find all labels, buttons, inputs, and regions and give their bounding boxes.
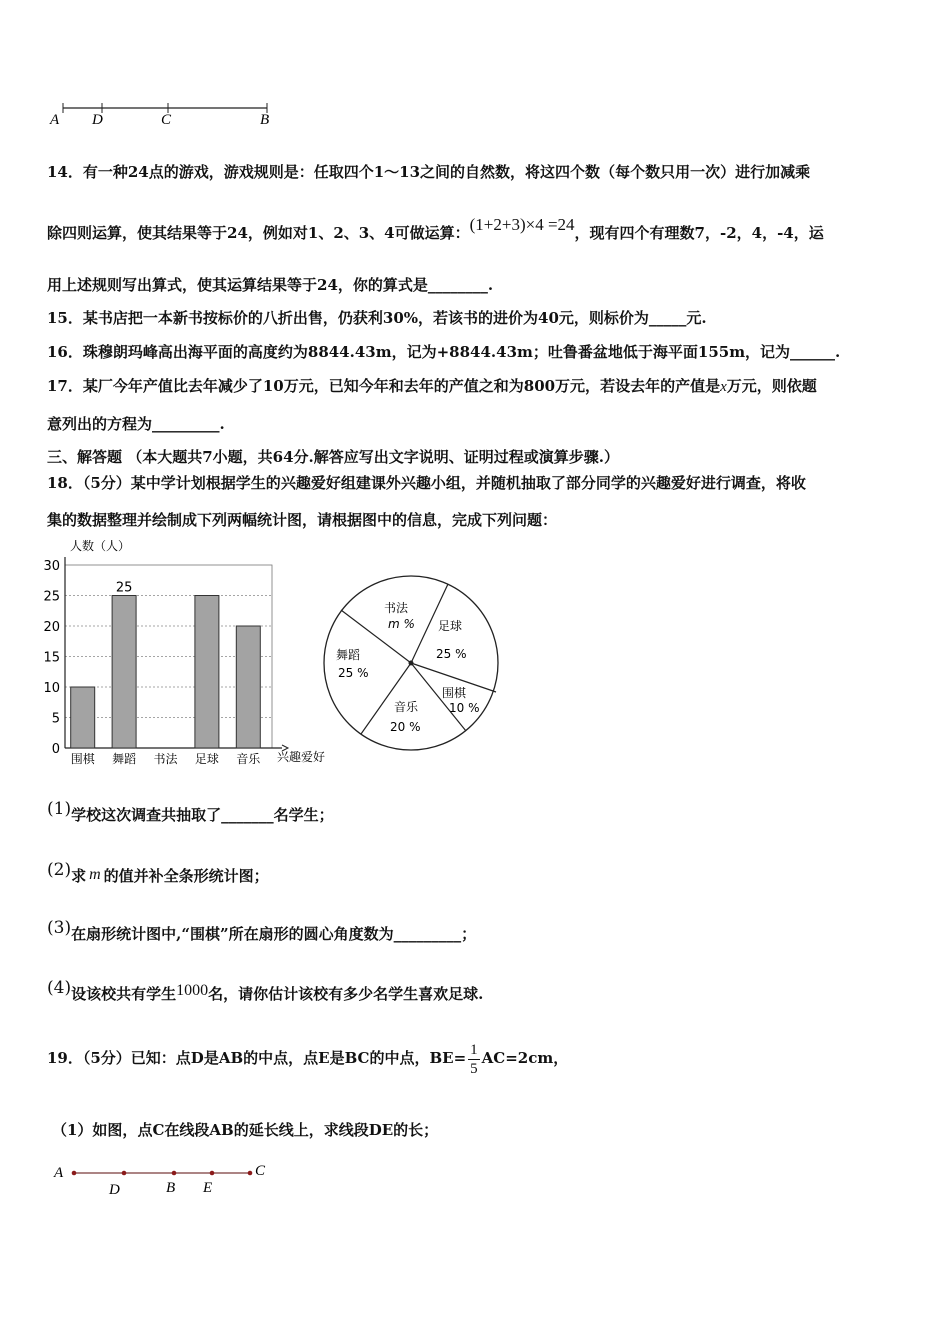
pie-label-wudao-name: 舞蹈: [336, 648, 361, 662]
bar-4: [236, 626, 260, 748]
label2-e: E: [203, 1180, 213, 1196]
bar-3: [195, 596, 219, 749]
y-tick-label: 25: [43, 589, 60, 605]
q19-fraction: [468, 1041, 480, 1078]
q18-sub4-b: 名，请你估计该校有多少名学生喜欢足球.: [208, 985, 484, 1003]
q14-line2-b: ，现有四个有理数7，-2，4，-4，运: [574, 224, 824, 242]
q18-sub2-a: 求: [71, 867, 87, 885]
q18-sub4: [47, 978, 484, 1005]
x-tick-label: 书法: [153, 752, 178, 766]
segment-figure-adcb: [45, 98, 285, 132]
bar-chart-ylabel: 人数（人）: [70, 539, 131, 553]
bar-data-label: 25: [115, 580, 133, 596]
q19-line1-a: 19．（5分）已知：点D是AB的中点，点E是BC的中点，BE=: [47, 1049, 467, 1067]
q19-sub1: （1）如图，点C在线段AB的延长线上，求线段DE的长；: [52, 1121, 439, 1139]
label2-a: A: [54, 1165, 64, 1181]
q19-frac-den: 5: [470, 1060, 478, 1077]
point-e: [210, 1171, 215, 1176]
y-tick-label: 5: [51, 711, 60, 727]
q19-line1-b: AC=2cm，: [481, 1049, 569, 1067]
pie-label-shufa-pct: m %: [388, 617, 415, 631]
pie-label-yinyue-pct: 20 %: [390, 720, 421, 734]
q17-var-x: x: [720, 379, 727, 395]
q18-sub1-text: 学校这次调查共抽取了_______名学生；: [71, 806, 334, 824]
q18-sub3: [47, 918, 477, 944]
pie-label-weiqi-pct: 10 %: [449, 701, 480, 715]
q18-line2: 集的数据整理并绘制成下列两幅统计图，请根据图中的信息，完成下列问题：: [47, 511, 558, 529]
q18-sub1: [47, 799, 334, 825]
q19-frac-num: 1: [470, 1041, 478, 1058]
label2-c: C: [255, 1163, 266, 1179]
q18-sub4-num: (4): [47, 978, 72, 998]
x-tick-label: 围棋: [70, 752, 95, 766]
y-tick-label: 20: [43, 620, 60, 635]
q18-sub2-b: 的值并补全条形统计图；: [103, 867, 269, 885]
pie-label-weiqi-name: 围棋: [442, 686, 467, 700]
y-tick-label: 15: [43, 650, 60, 666]
x-tick-label: 舞蹈: [112, 752, 137, 766]
q14-formula: (1+2+3)×4 =24: [469, 215, 575, 234]
section3-heading: 三、解答题 （本大题共7小题，共64分.解答应写出文字说明、证明过程或演算步骤.）: [47, 448, 619, 466]
q18-sub2: [47, 860, 269, 887]
q18-line1: 18．（5分）某中学计划根据学生的兴趣爱好组建课外兴趣小组，并随机抽取了部分同学的兴趣爱好进行调查，将收: [47, 474, 806, 492]
point-d: [122, 1171, 127, 1176]
label2-b: B: [166, 1180, 176, 1196]
point-a: [72, 1171, 77, 1176]
y-tick-label: 30: [43, 559, 60, 574]
q14-line2-a: 除四则运算，使其结果等于24，例如对1、2、3、4可做运算：: [47, 224, 470, 242]
bar-chart: [40, 538, 340, 772]
q14-line2: [47, 215, 824, 243]
pie-label-zuqiu-name: 足球: [438, 619, 463, 633]
y-tick-label: 10: [43, 681, 60, 696]
q18-sub3-text: 在扇形统计图中,“围棋”所在扇形的圆心角度数为_________；: [71, 925, 477, 943]
q17-line1: [47, 376, 817, 397]
q18-sub4-val: 1000: [176, 982, 209, 999]
bar-chart-xlabel: 兴趣爱好: [277, 750, 326, 764]
label-c: C: [161, 112, 172, 128]
q18-sub1-num: (1): [47, 799, 72, 819]
point-b: [172, 1171, 177, 1176]
q19-line1: [47, 1038, 568, 1078]
q14-line1: 14．有一种24点的游戏，游戏规则是：任取四个1～13之间的自然数，将这四个数（每个数只用一次）进行加减乘: [47, 163, 811, 181]
label-b: B: [260, 112, 270, 128]
label-a: A: [50, 112, 60, 128]
q18-sub2-num: (2): [47, 860, 72, 880]
pie-center-dot: [409, 661, 414, 666]
q14-line3: 用上述规则写出算式，使其运算结果等于24，你的算式是________.: [47, 276, 494, 294]
bar-0: [71, 687, 95, 748]
pie-label-shufa-name: 书法: [384, 601, 409, 615]
pie-label-wudao-pct: 25 %: [338, 666, 369, 680]
bar-1: [112, 596, 136, 749]
bar-chart-xticks: [71, 751, 262, 766]
q18-sub3-num: (3): [47, 918, 72, 938]
point-c: [248, 1171, 253, 1176]
pie-label-zuqiu-pct: 25 %: [436, 647, 467, 661]
q18-sub2-var-m: m: [89, 866, 101, 883]
label-d: D: [92, 112, 103, 128]
pie-chart: [318, 570, 504, 756]
q17-line1-a: 17．某厂今年产值比去年减少了10万元，已知今年和去年的产值之和为800万元，若设去年的产值是: [47, 377, 721, 395]
bar-chart-bars: [71, 581, 261, 749]
q18-sub4-a: 设该校共有学生: [71, 985, 177, 1003]
y-tick-label: 0: [51, 742, 60, 757]
pie-label-yinyue-name: 音乐: [394, 700, 419, 714]
x-tick-label: 足球: [194, 752, 219, 766]
q16-text: 16．珠穆朗玛峰高出海平面的高度约为8844.43m，记为+8844.43m；吐鲁番盆地低于海平面155m，记为______.: [47, 343, 841, 361]
q15-text: 15．某书店把一本新书按标价的八折出售，仍获利30%，若该书的进价为40元，则标价为_____元.: [47, 309, 707, 327]
segment-figure-adbec: [50, 1158, 280, 1200]
x-tick-label: 音乐: [236, 752, 261, 766]
q17-line2: 意列出的方程为_________.: [47, 415, 225, 433]
bar-chart-yticks: [43, 559, 60, 757]
q17-line1-b: 万元，则依题: [726, 377, 817, 395]
label2-d: D: [109, 1182, 120, 1198]
